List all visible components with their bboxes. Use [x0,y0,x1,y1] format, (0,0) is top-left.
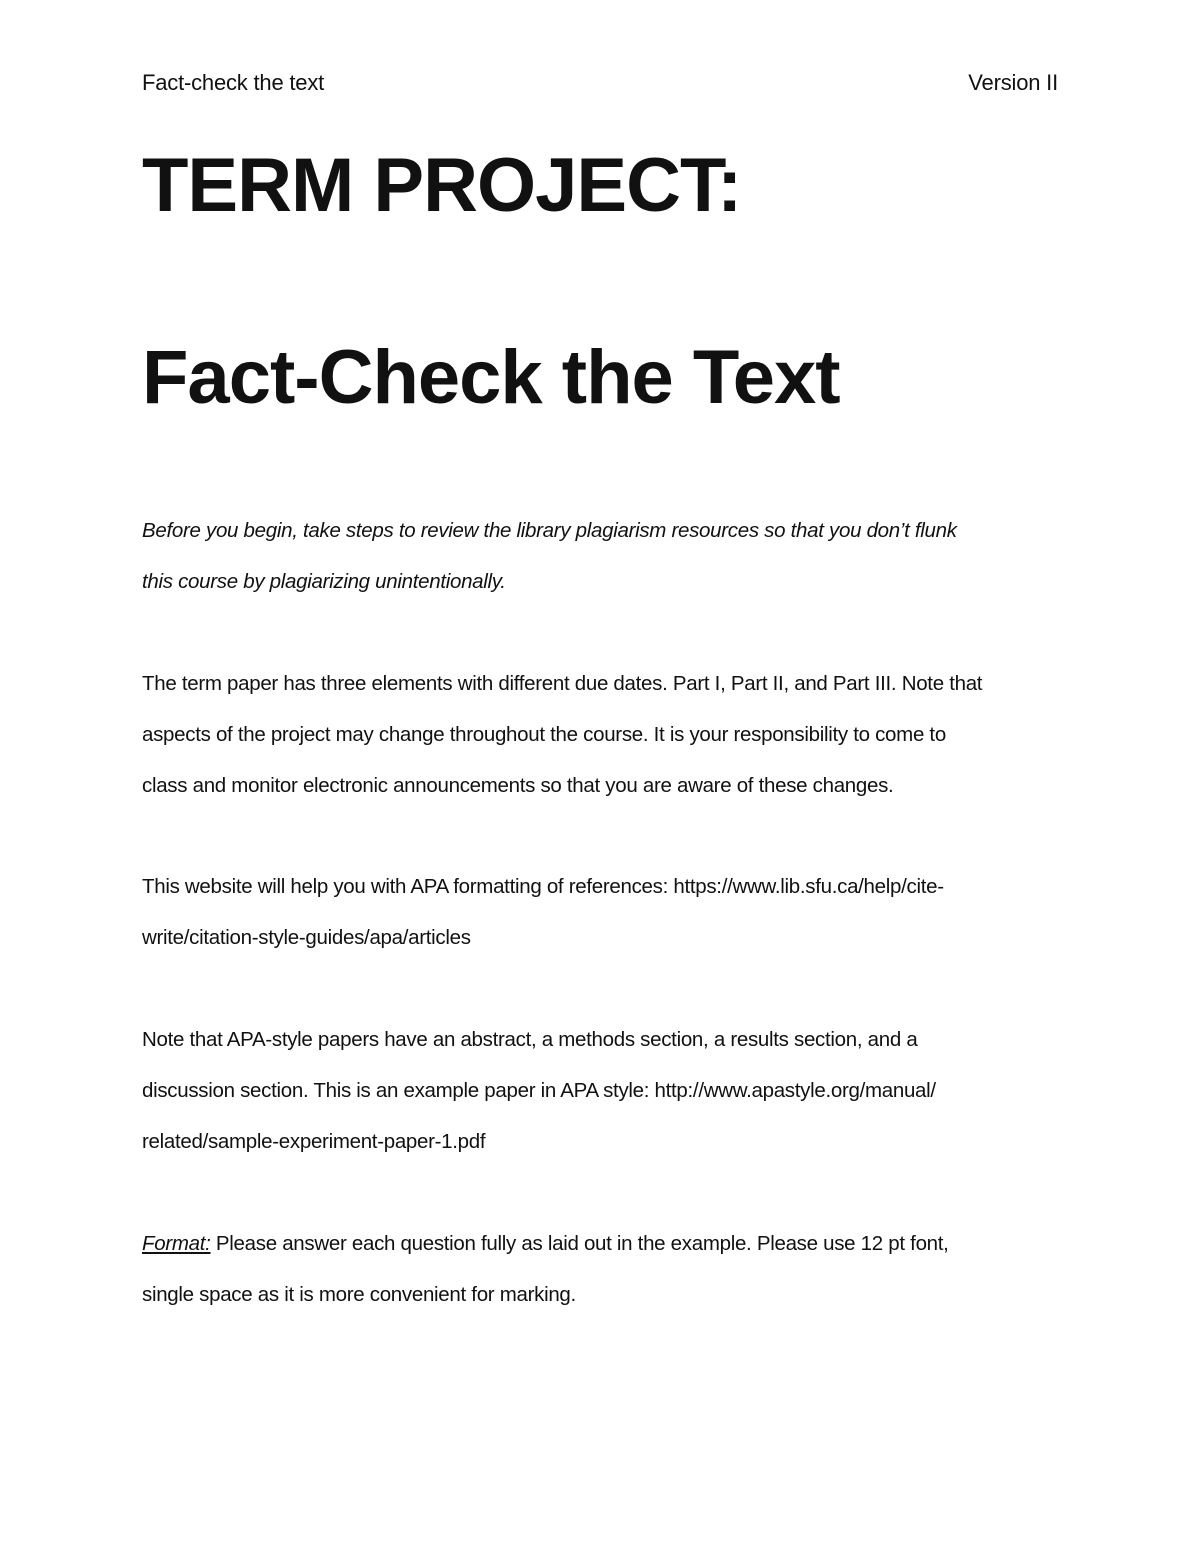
due-dates-line-3: class and monitor electronic announcements so that you are aware of these changes. [142,774,894,797]
format-line-2: single space as it is more convenient for marking. [142,1283,576,1306]
apa-references-line-2: write/citation-style-guides/apa/articles [142,926,471,949]
apa-references-line-1: This website will help you with APA formatting of references: https://www.lib.sfu.ca/help/cite- [142,875,944,898]
intro-paragraph [142,505,1062,607]
format-label: Format: [142,1232,211,1255]
due-dates-line-1: The term paper has three elements with different due dates. Part I, Part II, and Part III. Note that [142,672,983,695]
due-dates-line-2: aspects of the project may change throughout the course. It is your responsibility to come to [142,723,946,746]
apa-sections-paragraph [142,1014,1062,1167]
running-header-version: Version II [968,70,1058,95]
document-title-line-1: TERM PROJECT: [142,143,742,228]
apa-references-paragraph [142,861,1062,963]
running-header-title: Fact-check the text [142,70,325,95]
intro-line-2: this course by plagiarizing unintentionally. [142,570,506,593]
format-line-1-text: Please answer each question fully as laid out in the example. Please use 12 pt font, [210,1232,949,1255]
format-paragraph [142,1218,1062,1320]
apa-sections-line-3: related/sample-experiment-paper-1.pdf [142,1130,486,1153]
apa-sections-line-2: discussion section. This is an example paper in APA style: http://www.apastyle.org/manual/ [142,1079,936,1102]
due-dates-paragraph [142,658,1062,811]
format-line-1 [142,1218,1062,1269]
document-title-line-2: Fact-Check the Text [142,335,840,420]
apa-sections-line-1: Note that APA-style papers have an abstract, a methods section, a results section, and a [142,1028,918,1051]
intro-line-1: Before you begin, take steps to review the library plagiarism resources so that you don’t flunk [142,519,957,542]
